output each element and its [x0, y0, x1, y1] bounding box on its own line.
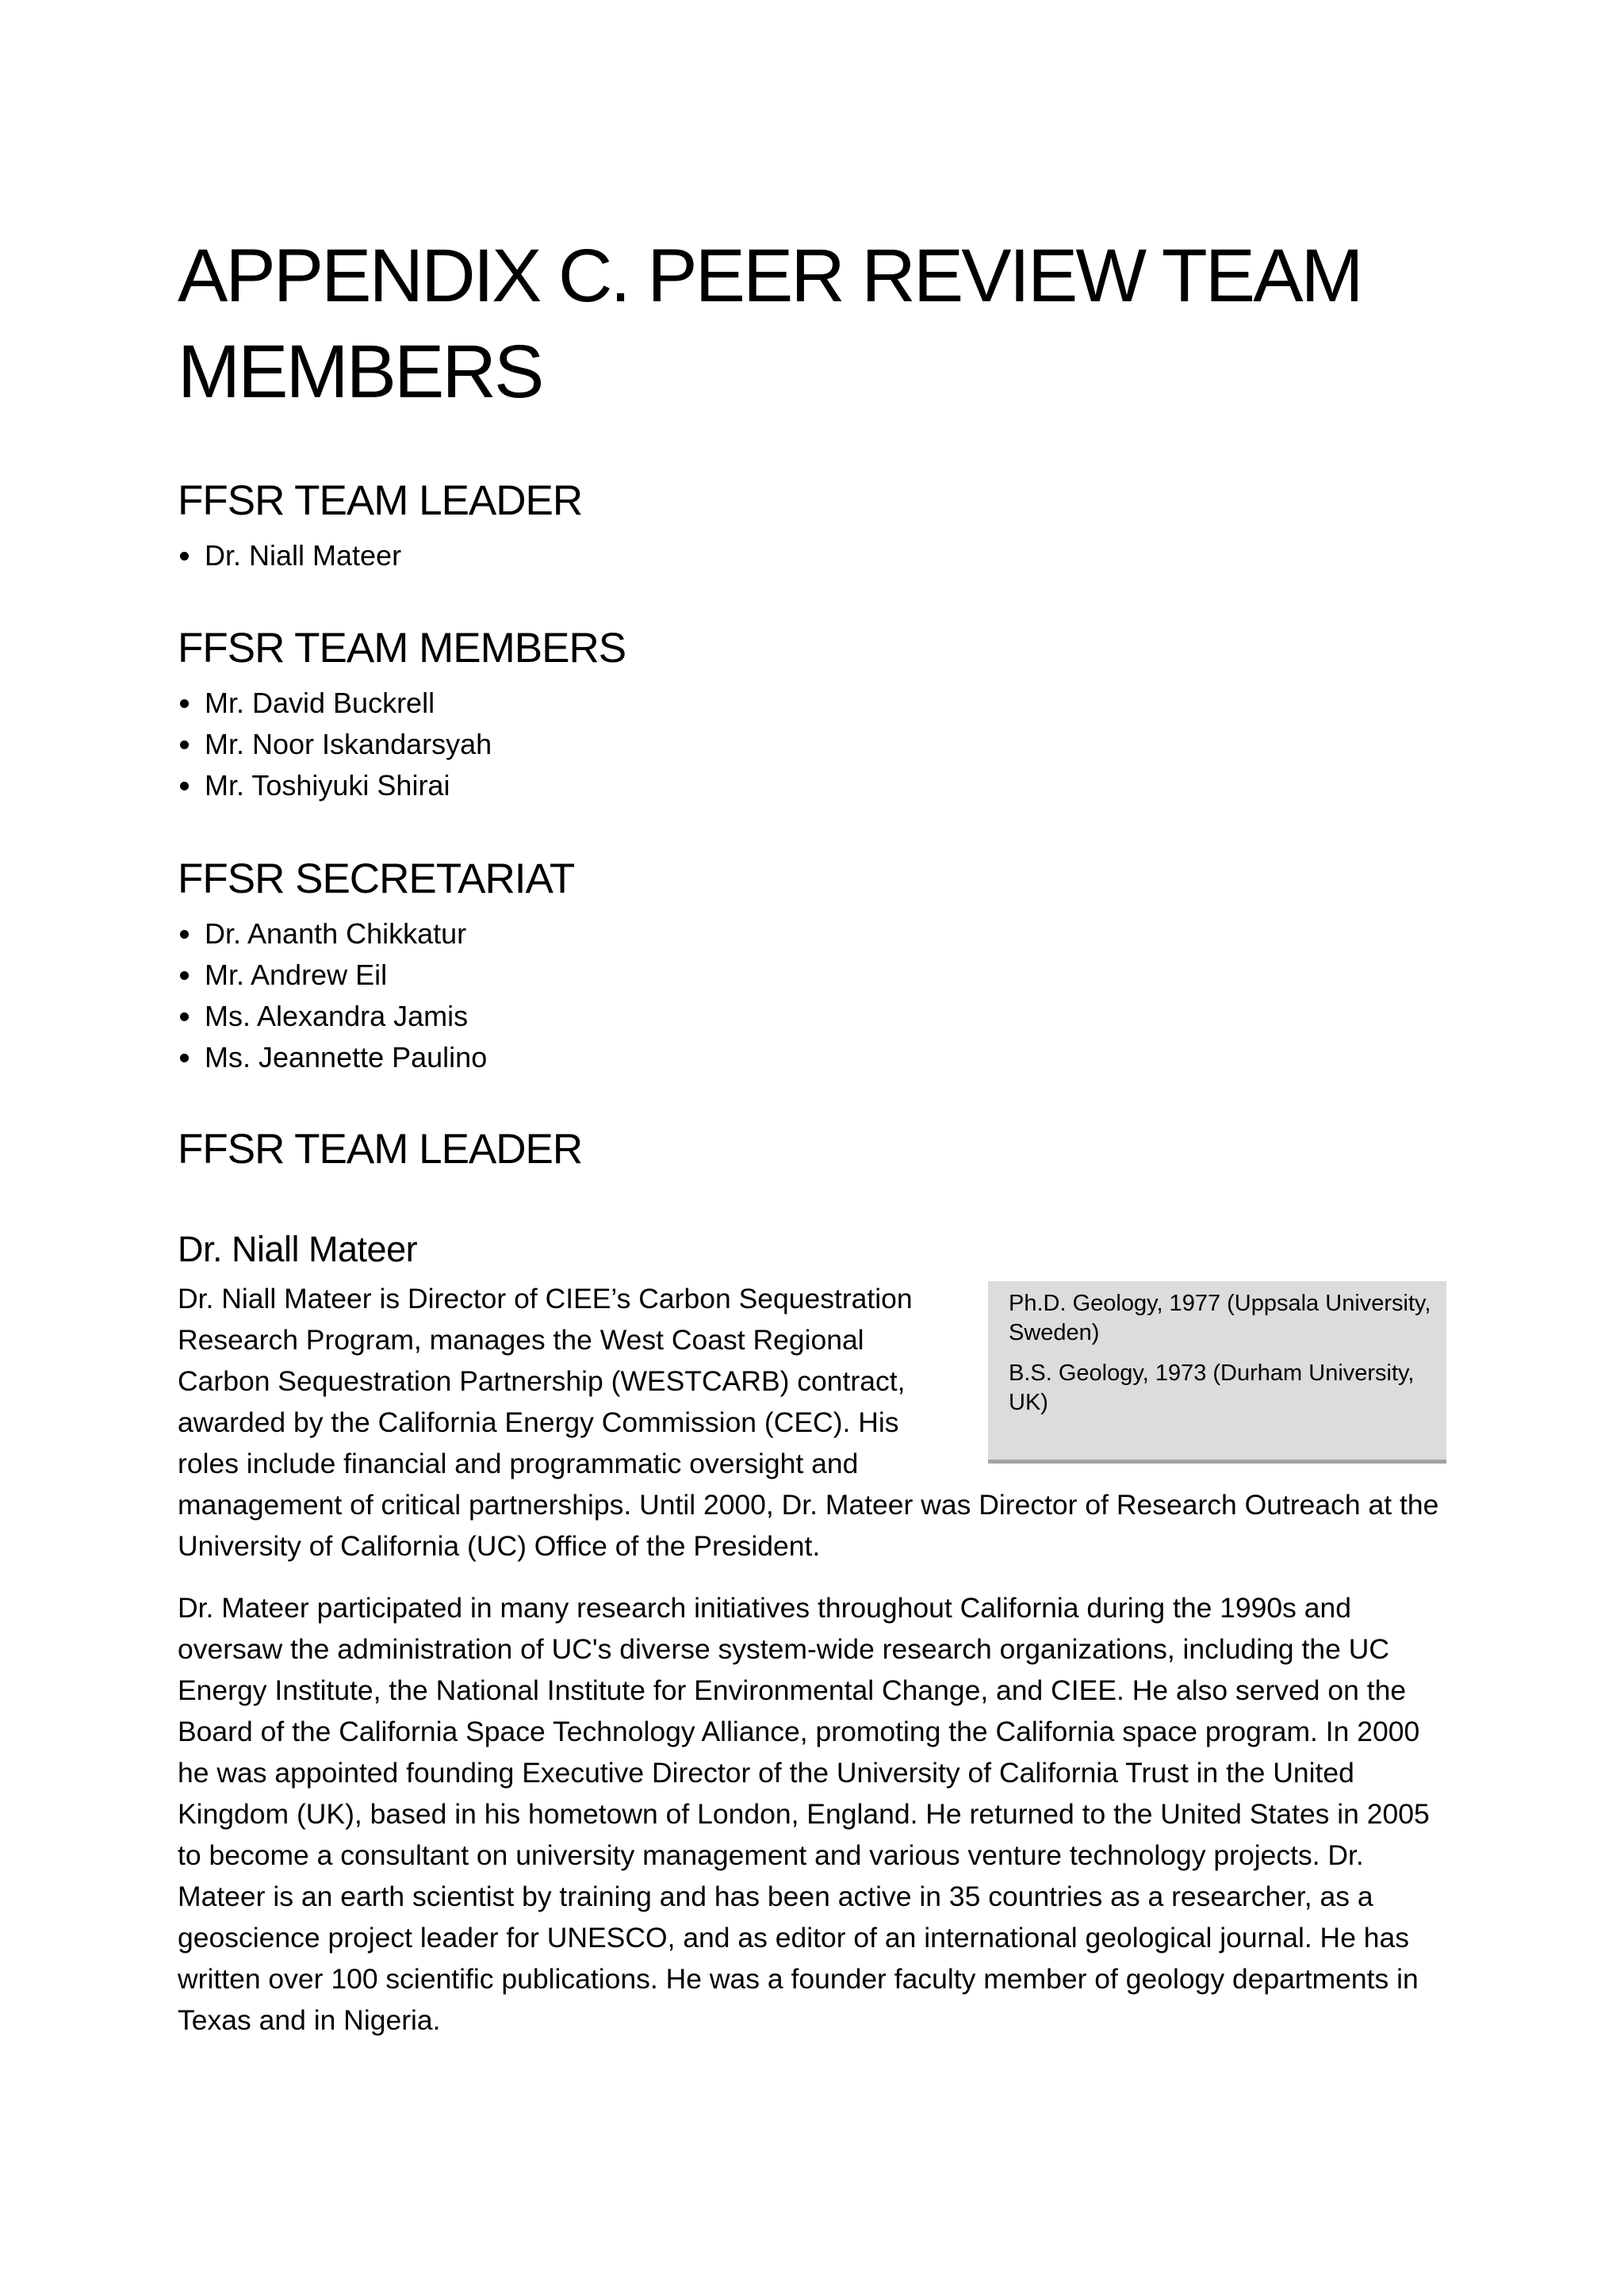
list-item-label: Ms. Alexandra Jamis — [205, 1000, 469, 1032]
list-item — [178, 683, 492, 724]
list-item-label: Dr. Ananth Chikkatur — [205, 917, 467, 950]
list-item-label: Mr. Noor Iskandarsyah — [205, 728, 492, 760]
page-title: APPENDIX C. PEER REVIEW TEAM MEMBERS — [178, 234, 1362, 414]
list-item — [178, 535, 401, 576]
bullet-icon — [180, 971, 189, 980]
degrees-sidebar — [988, 1281, 1446, 1464]
secretariat-list — [178, 913, 487, 1078]
bullet-icon — [180, 740, 189, 749]
bullet-icon — [180, 782, 189, 790]
person-name-heading: Dr. Niall Mateer — [178, 1229, 418, 1269]
list-item — [178, 955, 487, 996]
bullet-icon — [180, 552, 189, 561]
bullet-icon — [180, 1054, 189, 1062]
list-item — [178, 765, 492, 806]
list-item-label: Mr. Toshiyuki Shirai — [205, 769, 450, 802]
bullet-icon — [180, 699, 189, 708]
team-leader-list — [178, 535, 401, 576]
leader-profile-heading: FFSR TEAM LEADER — [178, 1126, 583, 1173]
team-leader-heading: FFSR TEAM LEADER — [178, 477, 583, 524]
secretariat-heading: FFSR SECRETARIAT — [178, 855, 575, 902]
list-item — [178, 913, 487, 955]
team-members-list — [178, 683, 492, 806]
degree-item: B.S. Geology, 1973 (Durham University, UK) — [1009, 1360, 1415, 1415]
list-item — [178, 996, 487, 1037]
degree-item: Ph.D. Geology, 1977 (Uppsala University, Sweden) — [1009, 1291, 1431, 1345]
team-members-heading: FFSR TEAM MEMBERS — [178, 625, 626, 672]
bio-paragraph — [178, 1278, 1446, 1567]
list-item-label: Ms. Jeannette Paulino — [205, 1041, 488, 1073]
list-item-label: Dr. Niall Mateer — [205, 539, 402, 572]
bullet-icon — [180, 930, 189, 939]
list-item-label: Mr. Andrew Eil — [205, 959, 388, 991]
bio-text: Dr. Niall Mateer is Director of CIEE’s Carbon Sequestration Research Program, manages the West Coast Regional Carbon Sequestration Partnership (WESTCARB) contract, awarded by the California Energy Commission (CEC). His roles include financial and programmatic oversight and management of critical partnerships. Until 2000, Dr. Mateer was Director of Research Outreach at the University of California (UC) Office of the President. — [178, 1283, 1439, 1562]
list-item-label: Mr. David Buckrell — [205, 687, 435, 719]
bio-paragraph: Dr. Mateer participated in many research initiatives throughout California during the 1990s and oversaw the administration of UC's diverse system-wide research organizations, including the UC Energy Institute, the National Institute for Environmental Change, and CIEE. He also served on the Board of the California Space Technology Alliance, promoting the California space program. In 2000 he was appointed founding Executive Director of the University of California Trust in the United Kingdom (UK), based in his hometown of London, England. He returned to the United States in 2005 to become a consultant on university management and various venture technology projects. Dr. Mateer is an earth scientist by training and has been active in 35 countries as a researcher, as a geoscience project leader for UNESCO, and as editor of an international geological journal. He has written over 100 scientific publications. He was a founder faculty member of geology departments in Texas and in Nigeria. — [178, 1592, 1430, 2036]
list-item — [178, 1037, 487, 1078]
bullet-icon — [180, 1012, 189, 1021]
list-item — [178, 724, 492, 765]
